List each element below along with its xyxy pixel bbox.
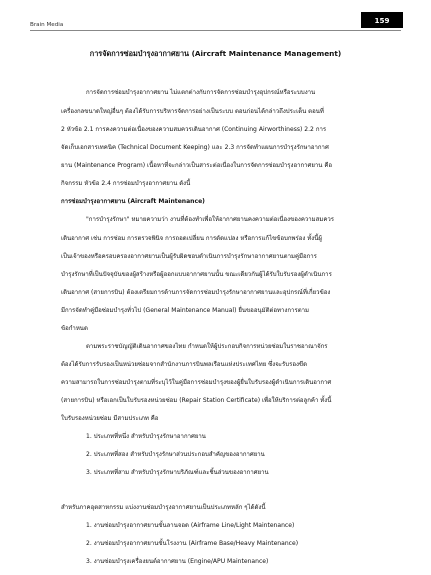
intro-line: การจัดการซ่อมบำรุงอากาศยาน ไม่แตกต่างกับการจัดการซ่อมบำรุงอุปกรณ์หรือระบบงาน [86,89,316,96]
law-line: ความสามารถในการซ่อมบำรุงตามที่ระบุไว้ในคู่มือการซ่อมบำรุงของผู้ยื่นใบรับรองผู้ดำเนินการเดินอากาศ [61,379,332,386]
page-title: การจัดการซ่อมบำรุงอากาศยาน (Aircraft Maintenance Management) [89,49,342,58]
intro-line: เครื่องกลขนาดใหญ่อื่นๆ ต้องได้รับการบริหารจัดการอย่างเป็นระบบ ตอนก่อนได้กล่าวถึงประเด็น ตอนที่ [61,108,324,115]
law-line: ตามพระราชบัญญัติเดินอากาศของไทย กำหนดให้ผู้ประกอบกิจการหน่วยซ่อมในราชอาณาจักร [86,343,328,350]
industry-type: 2. งานซ่อมบำรุงอากาศยานขั้นโรงงาน (Airframe Base/Heavy Maintenance) [86,540,299,547]
industry-intro: สำหรับภาคอุตสาหกรรม แบ่งงานซ่อมบำรุงอากาศยานเป็นประเภทหลัก ๆได้ดังนี้ [61,504,266,511]
industry-type: 3. งานซ่อมบำรุงเครื่องยนต์อากาศยาน (Engine/APU Maintenance) [86,558,269,565]
definition-line: บำรุงรักษาที่เป็นปัจจุบันของผู้สร้างหรือผู้ออกแบบอากาศยานนั้น ขณะเดียวกันผู้ได้รับใบรับรองผู้ดำเนินการ [61,271,332,278]
intro-line: 2 หัวข้อ 2.1 การคงความต่อเนื่องของความสมควรเดินอากาศ (Continuing Airworthiness) 2.2 การ [61,126,327,133]
intro-line: กิจกรรม หัวข้อ 2.4 การซ่อมบำรุงอากาศยาน ดังนี้ [61,180,191,187]
definition-line: ข้อกำหนด [61,325,88,332]
definition-line: เป็นเจ้าของหรือครอบครองอากาศยานเป็นผู้รับผิดชอบดำเนินการบำรุงรักษาอากาศยานตามคู่มือการ [61,253,317,260]
repair-station-type: 1. ประเภทที่หนึ่ง สำหรับบำรุงรักษาอากาศยาน [86,433,206,440]
section-heading: การซ่อมบำรุงอากาศยาน (Aircraft Maintenance) [61,198,205,205]
header-rule [30,30,401,31]
definition-line: เดินอากาศ (สายการบิน) ต้องเตรียมการด้านการจัดการซ่อมบำรุงรักษาอากาศยานและอุปกรณ์ที่เกี่ยวข้อง [61,289,331,296]
definition-line: มีการจัดทำคู่มือซ่อมบำรุงทั่วไป (General Maintenance Manual) ยื่นขออนุมัติต่อทางการตาม [61,307,309,314]
industry-type: 1. งานซ่อมบำรุงอากาศยานขั้นลานจอด (Airframe Line/Light Maintenance) [86,522,295,529]
law-line: ต้องได้รับการรับรองเป็นหน่วยซ่อมจากสำนักงานการบินพลเรือนแห่งประเทศไทย ซึ่งจะรับรองขีด [61,361,307,368]
header-brand: Brain Media [30,22,64,28]
intro-line: ยาน (Maintenance Program) เนื้อหาที่จะกล่าวเป็นสาระต่อเนื่องในการจัดการซ่อมบำรุงอากาศยาน คือ [61,162,333,169]
intro-line: จัดเก็บเอกสารเทคนิค (Technical Document Keeping) และ 2.3 การจัดทำแผนการบำรุงรักษาอากาศ [61,144,329,151]
repair-station-type: 2. ประเภทที่สอง สำหรับบำรุงรักษาส่วนประกอบสำคัญของอากาศยาน [86,451,265,458]
definition-line: เดินอากาศ เช่น การซ่อม การตรวจพินิจ การถอดเปลี่ยน การดัดแปลง หรือการแก้ไขข้อบกพร่อง ทั้งนี้ผู้ [61,235,322,242]
definition-line: "การบำรุงรักษา" หมายความว่า งานที่ต้องทำเพื่อให้อากาศยานคงความต่อเนื่องของความสมควร [86,216,335,223]
repair-station-type: 3. ประเภทที่สาม สำหรับบำรุงรักษาบริภัณฑ์และชิ้นส่วนของอากาศยาน [86,469,269,476]
law-line: ใบรับรองหน่วยซ่อม มีสามประเภท คือ [61,415,159,422]
law-line: (สายการบิน) หรือเอกเป็นใบรับรองหน่วยซ่อม (Repair Station Certificate) เพื่อให้บริการต่อลูกค้า ทั้งนี้ [61,397,332,404]
page-number-badge: 159 [361,12,403,28]
